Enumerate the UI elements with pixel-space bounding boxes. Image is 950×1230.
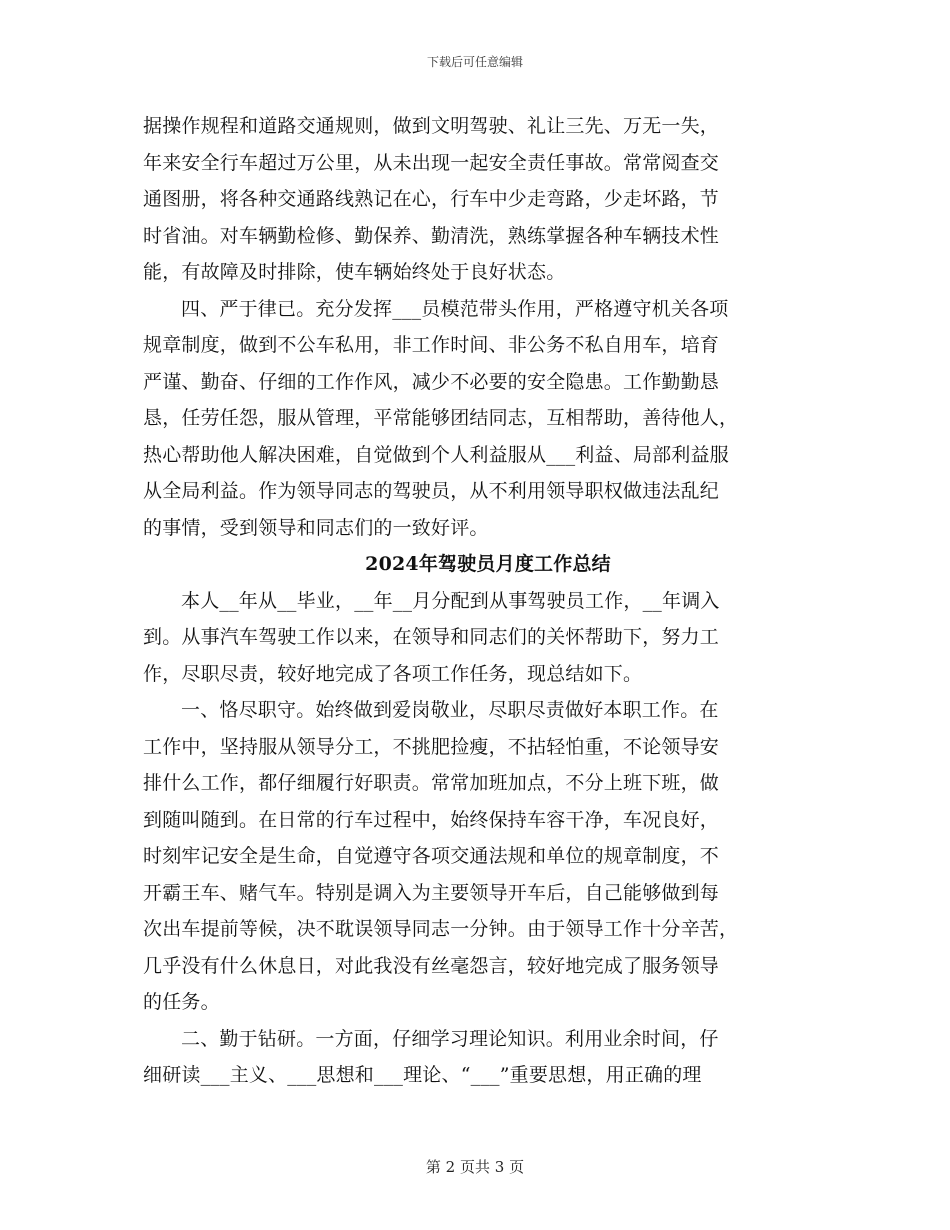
text-line: 的任务。 — [143, 991, 220, 1013]
text-line: 的事情，受到领导和同志们的一致好评。 — [143, 516, 489, 539]
text-line: 工作中，坚持服从领导分工，不挑肥捡瘦，不拈轻怕重，不论领导安 — [143, 735, 720, 758]
text-line: 热心帮助他人解决困难，自觉做到个人利益服从___利益、局部利益服 — [143, 443, 729, 466]
text-line: 到。从事汽车驾驶工作以来，在领导和同志们的关怀帮助下，努力工 — [143, 626, 720, 648]
text-line: 规章制度，做到不公车私用，非工作时间、非公务不私自用车，培育 — [143, 334, 720, 356]
text-line: 通图册，将各种交通路线熟记在心，行车中少走弯路，少走坏路，节 — [143, 188, 720, 210]
document-body — [143, 108, 833, 1094]
page-header: 下载后可任意编辑 — [426, 55, 523, 69]
section-title: 2024年驾驶员月度工作总结 — [365, 553, 611, 575]
text-line: 从全局利益。作为领导同志的驾驶员，从不利用领导职权做违法乱纪 — [143, 480, 720, 502]
text-line: 年来安全行车超过万公里，从未出现一起安全责任事故。常常阅查交 — [143, 151, 720, 174]
text-line: 次出车提前等候，决不耽误领导同志一分钟。由于领导工作十分辛苦， — [143, 918, 739, 940]
text-line: 据操作规程和道路交通规则，做到文明驾驶、礼让三先、万无一失， — [143, 115, 720, 137]
text-line: 开霸王车、赌气车。特别是调入为主要领导开车后，自己能够做到每 — [143, 881, 720, 904]
page-footer: 第 2 页共 3 页 — [425, 1158, 525, 1176]
text-line: 时刻牢记安全是生命，自觉遵守各项交通法规和单位的规章制度，不 — [143, 845, 720, 867]
text-line: 能，有故障及时排除，使车辆始终处于良好状态。 — [143, 261, 566, 283]
text-line: 一、恪尽职守。始终做到爱岗敬业，尽职尽责做好本职工作。在 — [181, 699, 719, 721]
text-line: 细研读___主义、___思想和___理论、“___”重要思想，用正确的理 — [143, 1064, 702, 1086]
text-line: 恳，任劳任怨，服从管理，平常能够团结同志，互相帮助，善待他人， — [143, 407, 739, 429]
text-line: 本人__年从__毕业，__年__月分配到从事驾驶员工作，__年调入 — [181, 589, 720, 612]
text-line: 严谨、勤奋、仔细的工作作风，减少不必要的安全隐患。工作勤勤恳 — [143, 370, 720, 393]
text-line: 作，尽职尽责，较好地完成了各项工作任务，现总结如下。 — [143, 662, 643, 685]
text-line: 四、严于律已。充分发挥___员模范带头作用，严格遵守机关各项 — [181, 297, 729, 320]
text-line: 几乎没有什么休息日，对此我没有丝毫怨言，较好地完成了服务领导 — [143, 954, 720, 977]
text-line: 到随叫随到。在日常的行车过程中，始终保持车容干净，车况良好， — [143, 808, 720, 831]
text-line: 二、勤于钻研。一方面，仔细学习理论知识。利用业余时间，仔 — [181, 1027, 719, 1050]
text-line: 时省油。对车辆勤检修、勤保养、勤清洗，熟练掌握各种车辆技术性 — [143, 224, 720, 247]
text-line: 排什么工作，都仔细履行好职责。常常加班加点，不分上班下班，做 — [143, 772, 720, 794]
